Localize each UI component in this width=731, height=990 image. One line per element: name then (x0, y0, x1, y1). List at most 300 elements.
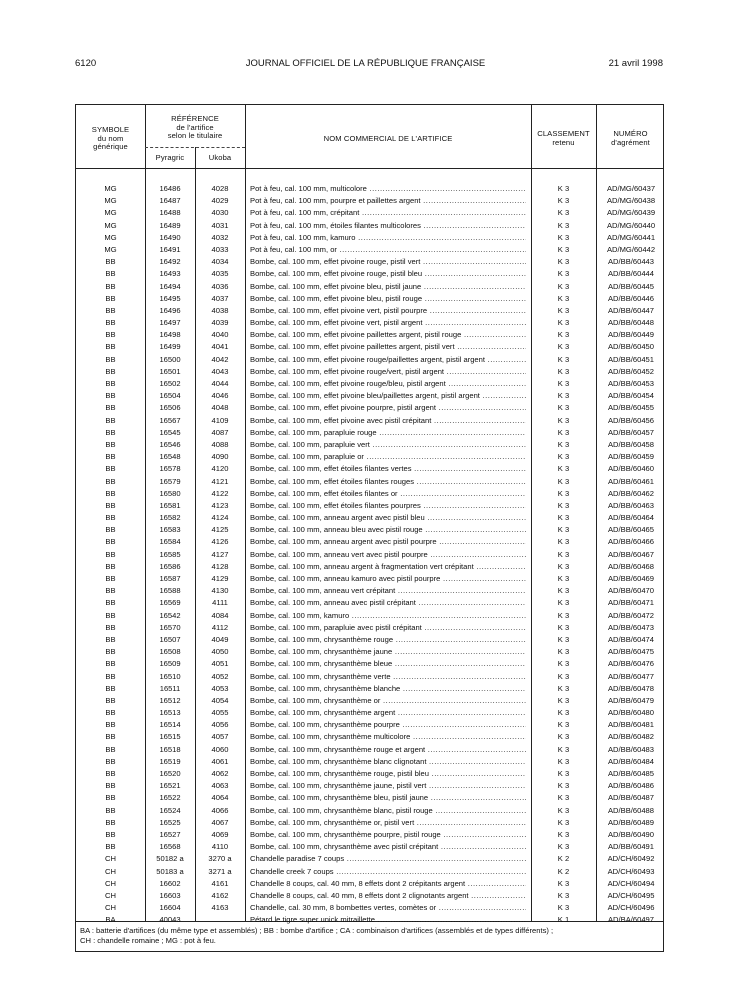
cell-ukoba: 4111 (212, 598, 228, 608)
table-row (76, 402, 665, 414)
cell-symbole: BB (105, 671, 116, 681)
cell-numero: AD/MG/60438 (606, 196, 656, 206)
cell-symbole: BB (105, 269, 116, 279)
table-row (76, 744, 665, 756)
cell-classement: K 3 (557, 366, 570, 376)
cell-pyragric: 16545 (159, 427, 181, 437)
cell-nom-commercial: Pot à feu, cal. 100 mm, étoiles filantes multicolores ..... (250, 220, 526, 232)
cell-pyragric: 16581 (159, 500, 181, 510)
cell-pyragric: 16583 (159, 525, 181, 535)
cell-nom-commercial: Bombe, cal. 100 mm, effet étoiles filantes pourpres ..... (250, 500, 526, 512)
cell-numero: AD/BB/60446 (607, 293, 654, 303)
cell-ukoba: 4063 (211, 781, 229, 791)
cell-nom-commercial: Bombe, cal. 100 mm, effet pivoine paillettes argent, pistil vert ..... (250, 341, 526, 353)
cell-symbole: BB (105, 464, 116, 474)
cell-symbole: CH (105, 878, 116, 888)
cell-ukoba: 4061 (211, 756, 229, 766)
cell-numero: AD/BB/60451 (607, 354, 654, 364)
cell-pyragric: 16496 (159, 305, 181, 315)
cell-pyragric: 16603 (159, 890, 181, 900)
cell-classement: K 3 (557, 415, 570, 425)
cell-nom-commercial: Bombe, cal. 100 mm, kamuro ..... (250, 610, 526, 622)
cell-classement: K 3 (557, 464, 570, 474)
cell-symbole: BB (105, 842, 116, 852)
cell-symbole: BB (105, 318, 116, 328)
cell-symbole: BB (105, 525, 116, 535)
cell-numero: AD/BB/60471 (607, 598, 654, 608)
cell-classement: K 3 (557, 391, 570, 401)
cell-ukoba: 4087 (211, 427, 229, 437)
cell-pyragric: 16513 (159, 708, 181, 718)
cell-classement: K 3 (557, 257, 570, 267)
cell-ukoba: 4053 (211, 683, 229, 693)
cell-ukoba: 4120 (211, 464, 229, 474)
table-row (76, 451, 665, 463)
table-row (76, 232, 665, 244)
cell-ukoba: 4039 (211, 318, 229, 328)
cell-numero: AD/BB/60468 (607, 561, 654, 571)
cell-nom-commercial: Chandelle 8 coups, cal. 40 mm, 8 effets dont 2 clignotants argent ..... (250, 890, 526, 902)
cell-classement: K 3 (557, 586, 570, 596)
cell-nom-commercial: Bombe, cal. 100 mm, chrysanthème jaune ..... (250, 646, 526, 658)
cell-numero: AD/BB/60472 (607, 610, 654, 620)
cell-ukoba: 4124 (211, 513, 229, 523)
cell-symbole: BB (105, 793, 116, 803)
cell-nom-commercial: Bombe, cal. 100 mm, effet pivoine rouge, pistil vert ..... (250, 256, 526, 268)
cell-pyragric: 16582 (159, 513, 181, 523)
cell-ukoba: 4028 (211, 184, 229, 193)
cell-nom-commercial: Bombe, cal. 100 mm, anneau argent à fragmentation vert crépitant ..... (250, 561, 526, 573)
cell-nom-commercial: Bombe, cal. 100 mm, parapluie vert ..... (250, 439, 526, 451)
cell-ukoba: 3270 a (208, 854, 232, 864)
cell-ukoba: 4037 (211, 293, 229, 303)
table-row (76, 878, 665, 890)
cell-classement: K 3 (557, 634, 570, 644)
cell-classement: K 3 (557, 354, 570, 364)
cell-nom-commercial: Bombe, cal. 100 mm, chrysanthème blanc, pistil rouge ..... (250, 805, 526, 817)
table-row (76, 829, 665, 841)
cell-numero: AD/BB/60456 (607, 415, 654, 425)
cell-numero: AD/BB/60474 (607, 634, 654, 644)
table-row (76, 207, 665, 219)
table-row (76, 463, 665, 475)
cell-numero: AD/BB/60458 (607, 439, 654, 449)
table-row (76, 841, 665, 853)
cell-nom-commercial: Bombe, cal. 100 mm, chrysanthème or ..... (250, 695, 526, 707)
cell-symbole: CH (105, 866, 116, 876)
header-classement (531, 130, 596, 147)
cell-numero: AD/CH/60493 (607, 866, 655, 876)
cell-classement: K 3 (557, 561, 570, 571)
table-row (76, 488, 665, 500)
cell-numero: AD/BB/60476 (607, 659, 654, 669)
cell-nom-commercial: Bombe, cal. 100 mm, effet pivoine vert, pistil argent ..... (250, 317, 526, 329)
cell-pyragric: 16520 (159, 769, 181, 778)
cell-symbole: BB (105, 476, 116, 486)
cell-symbole: BB (105, 500, 116, 510)
cell-classement: K 3 (557, 659, 570, 669)
table-row (76, 585, 665, 597)
cell-symbole: BB (105, 817, 116, 827)
cell-pyragric: 16497 (159, 318, 181, 328)
cell-pyragric: 16504 (159, 391, 181, 401)
footnote-line2: CH : chandelle romaine ; MG : pot à feu. (80, 935, 216, 945)
table-row (76, 305, 665, 317)
cell-nom-commercial: Pot à feu, cal. 100 mm, kamuro ..... (250, 232, 526, 244)
cell-numero: AD/BB/60467 (607, 549, 654, 559)
cell-ukoba: 4088 (211, 439, 229, 449)
cell-classement: K 3 (557, 427, 570, 437)
cell-classement: K 3 (557, 574, 570, 583)
cell-symbole: CH (105, 854, 116, 864)
cell-nom-commercial: Chandelle, cal. 30 mm, 8 bombettes vertes, comètes or ..... (250, 902, 526, 914)
cell-nom-commercial: Bombe, cal. 100 mm, chrysanthème argent ..... (250, 707, 526, 719)
cell-pyragric: 16506 (159, 403, 181, 413)
cell-classement: K 3 (557, 476, 570, 486)
cell-ukoba: 4042 (211, 354, 229, 364)
cell-classement: K 3 (557, 220, 570, 230)
cell-numero: AD/BB/60457 (607, 427, 654, 437)
cell-symbole: BB (105, 403, 116, 413)
cell-nom-commercial: Bombe, cal. 100 mm, effet pivoine rouge/vert, pistil argent ..... (250, 366, 526, 378)
cell-nom-commercial: Bombe, cal. 100 mm, effet pivoine bleu, pistil jaune ..... (250, 281, 526, 293)
cell-nom-commercial: Bombe, cal. 100 mm, chrysanthème or, pistil vert ..... (250, 817, 526, 829)
cell-pyragric: 16525 (159, 817, 181, 827)
cell-ukoba: 4060 (211, 744, 229, 754)
table-row (76, 281, 665, 293)
cell-numero: AD/BB/60478 (607, 683, 654, 693)
cell-nom-commercial: Chandelle paradise 7 coups ..... (250, 853, 526, 865)
cell-numero: AD/BB/60487 (607, 793, 654, 803)
cell-pyragric: 16491 (159, 244, 181, 254)
cell-classement: K 3 (557, 695, 570, 705)
cell-symbole: BB (105, 586, 116, 596)
cell-pyragric: 16570 (159, 622, 181, 632)
cell-nom-commercial: Bombe, cal. 100 mm, anneau avec pistil crépitant ..... (250, 597, 526, 609)
cell-ukoba: 4054 (211, 695, 229, 705)
cell-classement: K 3 (557, 720, 570, 730)
cell-pyragric: 16579 (159, 476, 181, 486)
cell-numero: AD/BA/60497 (607, 915, 654, 925)
cell-classement: K 3 (557, 525, 570, 535)
table-row (76, 439, 665, 451)
cell-numero: AD/BB/60464 (607, 513, 654, 523)
cell-pyragric: 16580 (159, 488, 181, 498)
cell-nom-commercial: Bombe, cal. 100 mm, effet pivoine bleu/paillettes argent, pistil argent ..... (250, 390, 526, 402)
cell-classement: K 3 (557, 769, 570, 778)
table-row (76, 195, 665, 207)
cell-nom-commercial: Pot à feu, cal. 100 mm, pourpre et paillettes argent ..... (250, 195, 526, 207)
cell-pyragric: 16518 (159, 744, 181, 754)
cell-ukoba: 4036 (211, 281, 229, 291)
cell-classement: K 3 (557, 379, 570, 388)
cell-numero: AD/BB/60445 (607, 281, 654, 291)
cell-ukoba: 4162 (211, 890, 229, 900)
table-row (76, 792, 665, 804)
header-reference-line1: RÉFÉRENCE (171, 114, 219, 123)
cell-classement: K 2 (557, 866, 570, 876)
cell-pyragric: 16489 (159, 220, 181, 230)
table-row (76, 683, 665, 695)
cell-symbole: BB (105, 744, 116, 754)
cell-nom-commercial: Bombe, cal. 100 mm, chrysanthème avec pistil crépitant ..... (250, 841, 526, 853)
table-row (76, 622, 665, 634)
cell-classement: K 3 (557, 196, 570, 206)
cell-nom-commercial: Bombe, cal. 100 mm, anneau argent avec pistil bleu ..... (250, 512, 526, 524)
cell-pyragric: 16493 (159, 269, 181, 279)
cell-ukoba: 4090 (211, 452, 229, 462)
cell-symbole: BB (105, 391, 116, 401)
cell-ukoba: 4121 (211, 476, 229, 486)
cell-ukoba: 4064 (211, 793, 229, 803)
cell-classement: K 3 (557, 549, 570, 559)
cell-numero: AD/BB/60469 (607, 574, 654, 583)
cell-ukoba: 4122 (211, 488, 229, 498)
cell-ukoba: 4112 (211, 622, 229, 632)
cell-numero: AD/BB/60444 (607, 269, 654, 279)
cell-numero: AD/BB/60484 (607, 756, 654, 766)
cell-numero: AD/BB/60483 (607, 744, 654, 754)
cell-ukoba: 4123 (211, 500, 229, 510)
cell-classement: K 3 (557, 878, 570, 888)
header-nom-commercial: NOM COMMERCIAL DE L'ARTIFICE (323, 134, 453, 143)
cell-numero: AD/BB/60463 (607, 500, 654, 510)
cell-pyragric: 16502 (159, 379, 181, 388)
cell-symbole: BB (105, 427, 116, 437)
cell-ukoba: 4031 (211, 220, 229, 230)
cell-pyragric: 16527 (159, 829, 181, 839)
cell-numero: AD/BB/60485 (607, 769, 654, 778)
cell-pyragric: 16567 (159, 415, 181, 425)
cell-symbole: BB (105, 622, 116, 632)
cell-pyragric: 16495 (159, 293, 181, 303)
cell-symbole: MG (104, 244, 117, 254)
table-row (76, 329, 665, 341)
table-row (76, 500, 665, 512)
header-numero-line1: NUMÉRO (613, 129, 648, 138)
cell-nom-commercial: Pot à feu, cal. 100 mm, or ..... (250, 244, 526, 256)
cell-classement: K 3 (557, 817, 570, 827)
cell-classement: K 3 (557, 244, 570, 254)
cell-nom-commercial: Bombe, cal. 100 mm, effet pivoine rouge/paillettes argent, pistil argent ..... (250, 354, 526, 366)
cell-numero: AD/BB/60489 (607, 817, 654, 827)
header-pyragric: Pyragric (155, 153, 185, 162)
cell-ukoba: 4033 (211, 244, 229, 254)
cell-pyragric: 16522 (159, 793, 181, 803)
cell-nom-commercial: Pot à feu, cal. 100 mm, multicolore ..... (250, 183, 526, 195)
cell-nom-commercial: Pétard le tigre super unick mitraillette ..... (250, 914, 526, 926)
cell-nom-commercial: Bombe, cal. 100 mm, anneau vert crépitant ..... (250, 585, 526, 597)
cell-numero: AD/BB/60452 (607, 366, 654, 376)
cell-numero: AD/CH/60496 (607, 903, 655, 913)
table-row (76, 707, 665, 719)
footnote-line1: BA : batterie d'artifices (du même type et assemblés) ; BB : bombe d'artifice ; CA : combinaison d'artifices (assemblés et de types différents) ; (80, 926, 554, 935)
cell-classement: K 3 (557, 208, 570, 218)
table-row (76, 768, 665, 780)
table-row (76, 476, 665, 488)
cell-numero: AD/CH/60492 (607, 854, 655, 864)
table-row (76, 902, 665, 914)
table-row (76, 427, 665, 439)
cell-pyragric: 16588 (159, 586, 181, 596)
cell-numero: AD/MG/60441 (606, 232, 656, 242)
header-divider (76, 168, 663, 169)
cell-numero: AD/BB/60470 (607, 586, 654, 596)
cell-pyragric: 16542 (159, 610, 181, 620)
cell-classement: K 3 (557, 488, 570, 498)
cell-classement: K 3 (557, 708, 570, 718)
cell-symbole: BB (105, 598, 116, 608)
footnote (80, 926, 660, 945)
cell-pyragric: 16604 (159, 903, 181, 913)
cell-ukoba: 4125 (211, 525, 229, 535)
table-row (76, 646, 665, 658)
cell-classement: K 3 (557, 513, 570, 523)
header-numero (596, 130, 665, 147)
cell-numero: AD/BB/60479 (607, 695, 654, 705)
cell-ukoba: 4163 (211, 903, 229, 913)
cell-pyragric: 16519 (159, 756, 181, 766)
cell-ukoba: 4127 (211, 549, 229, 559)
table-row (76, 671, 665, 683)
cell-classement: K 3 (557, 330, 570, 340)
header-classement-line2: retenu (552, 137, 575, 147)
cell-symbole: CH (105, 903, 116, 913)
table-row (76, 805, 665, 817)
cell-nom-commercial: Bombe, cal. 100 mm, effet pivoine bleu, pistil rouge ..... (250, 293, 526, 305)
cell-classement: K 3 (557, 184, 570, 193)
cell-nom-commercial: Bombe, cal. 100 mm, chrysanthème pourpre ..... (250, 719, 526, 731)
cell-numero: AD/BB/60475 (607, 647, 654, 657)
cell-numero: AD/CH/60495 (607, 890, 655, 900)
cell-numero: AD/BB/60455 (607, 403, 654, 413)
cell-ukoba: 4056 (211, 720, 229, 730)
header-symbole-line2: du nom (97, 133, 124, 143)
cell-classement: K 3 (557, 305, 570, 315)
cell-numero: AD/BB/60450 (607, 342, 654, 352)
cell-pyragric: 16490 (159, 232, 181, 242)
cell-nom-commercial: Bombe, cal. 100 mm, chrysanthème verte ..... (250, 671, 526, 683)
cell-symbole: BB (105, 415, 116, 425)
cell-symbole: BB (105, 281, 116, 291)
cell-ukoba: 3271 a (208, 866, 232, 876)
cell-numero: AD/BB/60460 (607, 464, 654, 474)
cell-pyragric: 16500 (159, 354, 181, 364)
cell-numero: AD/BB/60459 (607, 452, 654, 462)
cell-numero: AD/CH/60494 (607, 878, 655, 888)
cell-nom-commercial: Bombe, cal. 100 mm, effet pivoine paillettes argent, pistil rouge ..... (250, 329, 526, 341)
cell-pyragric: 16568 (159, 842, 181, 852)
table-row (76, 658, 665, 670)
cell-pyragric: 16515 (159, 732, 181, 742)
cell-numero: AD/BB/60488 (607, 805, 654, 815)
cell-ukoba: 4051 (211, 659, 229, 669)
cell-symbole: BB (105, 695, 116, 705)
cell-ukoba: 4038 (211, 305, 229, 315)
table-row (76, 634, 665, 646)
cell-nom-commercial: Bombe, cal. 100 mm, chrysanthème blanc clignotant ..... (250, 756, 526, 768)
table-row (76, 512, 665, 524)
cell-classement: K 3 (557, 647, 570, 657)
cell-classement: K 2 (557, 854, 570, 864)
cell-ukoba: 4130 (211, 586, 229, 596)
cell-pyragric: 16514 (159, 720, 181, 730)
cell-nom-commercial: Bombe, cal. 100 mm, chrysanthème blanche ..... (250, 683, 526, 695)
cell-numero: AD/BB/60477 (607, 671, 654, 681)
cell-ukoba: 4041 (211, 342, 229, 352)
cell-nom-commercial: Bombe, cal. 100 mm, anneau argent avec pistil pourpre ..... (250, 536, 526, 548)
cell-pyragric: 50182 a (156, 854, 184, 864)
cell-symbole: BB (105, 257, 116, 267)
cell-classement: K 3 (557, 537, 570, 547)
cell-ukoba: 4066 (211, 805, 229, 815)
cell-classement: K 3 (557, 903, 570, 913)
table-row (76, 890, 665, 902)
table-row (76, 731, 665, 743)
cell-symbole: BA (105, 915, 116, 925)
cell-numero: AD/BB/60490 (607, 829, 654, 839)
cell-pyragric: 16512 (159, 695, 181, 705)
table-row (76, 341, 665, 353)
cell-ukoba: 4029 (211, 196, 229, 206)
cell-numero: AD/BB/60449 (607, 330, 654, 340)
cell-ukoba: 4067 (211, 817, 229, 827)
cell-ukoba: 4062 (211, 769, 229, 778)
cell-numero: AD/BB/60448 (607, 318, 654, 328)
cell-classement: K 3 (557, 829, 570, 839)
table-row (76, 853, 665, 865)
subheader-divider (145, 147, 245, 148)
cell-pyragric: 16602 (159, 878, 181, 888)
cell-numero: AD/MG/60437 (606, 184, 656, 193)
cell-classement: K 3 (557, 232, 570, 242)
cell-pyragric: 16586 (159, 561, 181, 571)
header-classement-line1: CLASSEMENT (537, 129, 590, 138)
page-number: 6120 (75, 58, 97, 69)
table-row (76, 293, 665, 305)
cell-pyragric: 16584 (159, 537, 181, 547)
cell-nom-commercial: Bombe, cal. 100 mm, effet pivoine rouge/bleu, pistil argent ..... (250, 378, 526, 390)
header-symbole (76, 126, 145, 152)
cell-symbole: BB (105, 330, 116, 340)
cell-symbole: BB (105, 305, 116, 315)
cell-nom-commercial: Bombe, cal. 100 mm, parapluie rouge ..... (250, 427, 526, 439)
cell-numero: AD/BB/60447 (607, 305, 654, 315)
cell-symbole: BB (105, 659, 116, 669)
table-row (76, 524, 665, 536)
cell-classement: K 3 (557, 622, 570, 632)
cell-nom-commercial: Bombe, cal. 100 mm, chrysanthème rouge ..... (250, 634, 526, 646)
cell-symbole: MG (104, 184, 117, 193)
cell-ukoba: 4035 (211, 269, 229, 279)
header-symbole-line3: générique (93, 142, 128, 152)
cell-nom-commercial: Bombe, cal. 100 mm, anneau vert avec pistil pourpre ..... (250, 549, 526, 561)
table-row (76, 719, 665, 731)
cell-symbole: CH (105, 890, 116, 900)
table-row (76, 378, 665, 390)
cell-symbole: BB (105, 342, 116, 352)
cell-symbole: BB (105, 561, 116, 571)
cell-classement: K 3 (557, 671, 570, 681)
cell-classement: K 3 (557, 610, 570, 620)
table-row (76, 220, 665, 232)
cell-ukoba: 4049 (211, 634, 229, 644)
cell-nom-commercial: Bombe, cal. 100 mm, chrysanthème rouge et argent ..... (250, 744, 526, 756)
cell-symbole: MG (104, 208, 117, 218)
cell-symbole: BB (105, 439, 116, 449)
cell-pyragric: 16521 (159, 781, 181, 791)
cell-symbole: BB (105, 379, 116, 388)
